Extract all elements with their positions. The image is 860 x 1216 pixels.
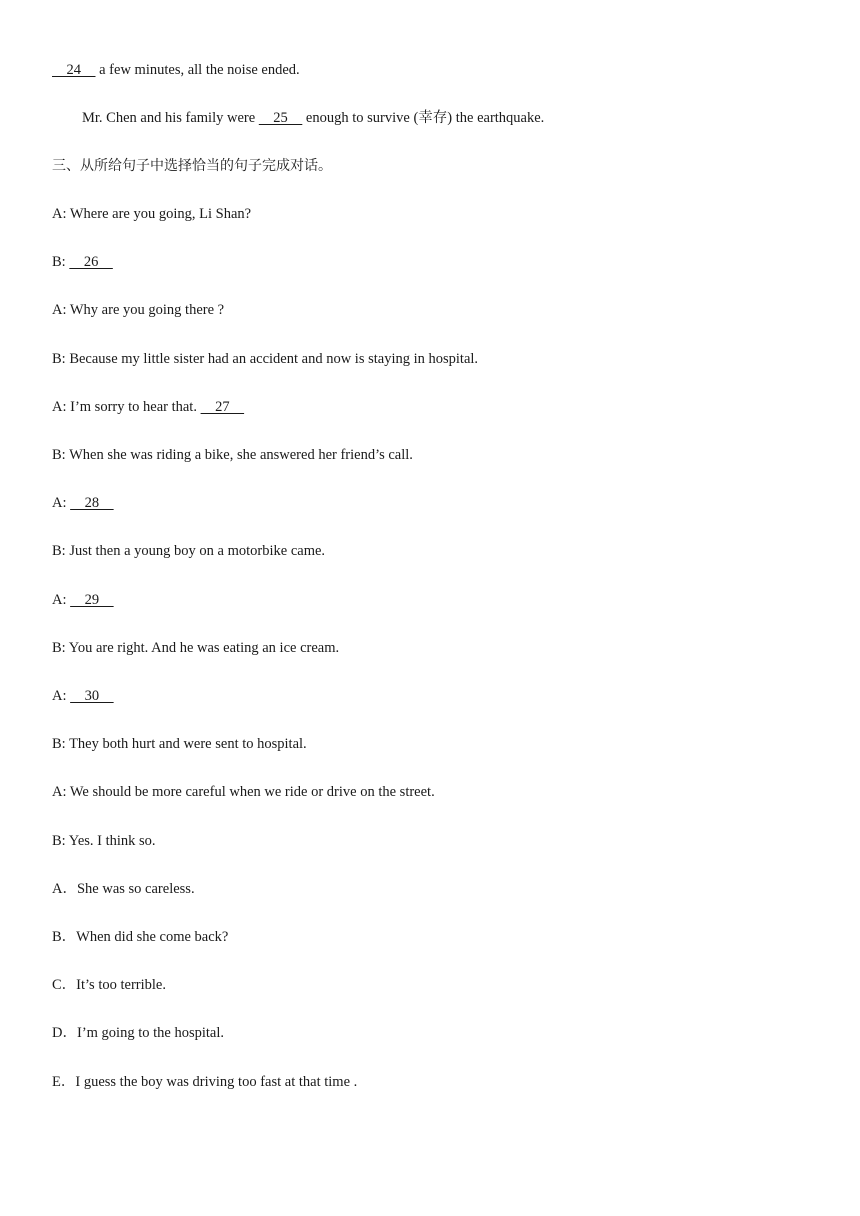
dialogue-line xyxy=(52,734,307,754)
answer-blank[interactable]: 27 xyxy=(200,399,245,415)
dialogue-text: We should be more careful when we ride or drive on the street. xyxy=(69,784,435,800)
speaker-label: B: xyxy=(52,351,70,367)
speaker-label: B: xyxy=(52,736,70,752)
option-text: She was so careless. xyxy=(76,881,195,897)
speaker-label: B: xyxy=(52,833,69,849)
speaker-label: A: xyxy=(52,688,71,704)
speaker-label: B: xyxy=(52,640,69,656)
dialogue-text: Just then a young boy on a motorbike came. xyxy=(69,543,326,559)
speaker-label: B: xyxy=(52,254,70,270)
option-letter: A． xyxy=(52,881,77,897)
answer-blank[interactable]: 30 xyxy=(70,688,114,704)
dialogue-line xyxy=(52,831,156,851)
dialogue-text: When she was riding a bike, she answered her friend’s call. xyxy=(69,447,413,463)
dialogue-line xyxy=(52,686,114,706)
option-item xyxy=(52,879,195,899)
answer-blank[interactable]: 28 xyxy=(70,495,114,511)
dialogue-line xyxy=(52,638,339,658)
dialogue-line xyxy=(52,349,478,369)
blank-24[interactable]: 24 xyxy=(52,62,96,78)
speaker-label: A: xyxy=(52,495,71,511)
option-text: I’m going to the hospital. xyxy=(76,1025,224,1041)
speaker-label: A: xyxy=(52,399,71,415)
answer-blank[interactable]: 26 xyxy=(69,254,113,270)
dialogue-text: I’m sorry to hear that. xyxy=(70,399,201,415)
dialogue-text: Why are you going there ? xyxy=(69,302,225,318)
dialogue-line xyxy=(52,252,113,272)
speaker-label: B: xyxy=(52,447,70,463)
option-item xyxy=(52,1023,224,1043)
dialogue-line xyxy=(52,590,114,610)
blank-25[interactable]: 25 xyxy=(258,110,303,126)
speaker-label: A: xyxy=(52,206,70,222)
option-text: When did she come back? xyxy=(76,929,229,945)
dialogue-line xyxy=(52,204,251,224)
dialogue-text: You are right. And he was eating an ice cream. xyxy=(68,640,340,656)
speaker-label: A: xyxy=(52,302,70,318)
option-letter: C． xyxy=(52,977,77,993)
dialogue-line xyxy=(52,541,325,561)
option-text: I guess the boy was driving too fast at that time . xyxy=(75,1074,358,1090)
dialogue-text: They both hurt and were sent to hospital. xyxy=(69,736,307,752)
section-3-heading: 三、从所给句子中选择恰当的句子完成对话。 xyxy=(52,158,332,174)
paragraph-25-after: enough to survive (幸存) the earthquake. xyxy=(302,110,545,126)
speaker-label: B: xyxy=(52,543,70,559)
option-item xyxy=(52,927,228,947)
cloze-paragraph-25 xyxy=(82,108,544,128)
option-item xyxy=(52,1072,357,1092)
option-letter: D． xyxy=(52,1025,77,1041)
option-letter: B． xyxy=(52,929,77,945)
line-24-text: a few minutes, all the noise ended. xyxy=(95,62,300,78)
dialogue-text: Because my little sister had an accident and now is staying in hospital. xyxy=(69,351,479,367)
dialogue-line xyxy=(52,493,114,513)
cloze-line-24 xyxy=(52,60,300,80)
option-item xyxy=(52,975,166,995)
option-letter: E． xyxy=(52,1074,76,1090)
dialogue-line xyxy=(52,397,244,417)
dialogue-line xyxy=(52,782,435,802)
speaker-label: A: xyxy=(52,784,70,800)
speaker-label: A: xyxy=(52,592,71,608)
option-text: It’s too terrible. xyxy=(76,977,166,993)
dialogue-line xyxy=(52,300,224,320)
dialogue-text: Yes. I think so. xyxy=(68,833,156,849)
dialogue-text: Where are you going, Li Shan? xyxy=(69,206,252,222)
paragraph-25-before: Mr. Chen and his family were xyxy=(82,110,259,126)
answer-blank[interactable]: 29 xyxy=(70,592,114,608)
dialogue-line xyxy=(52,445,413,465)
